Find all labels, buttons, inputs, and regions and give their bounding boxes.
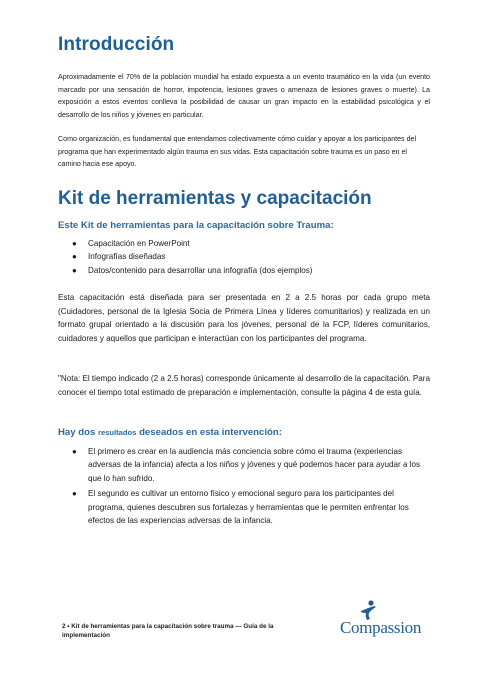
kit-paragraph-duration: Esta capacitación está diseñada para ser presentada en 2 a 2.5 horas por cada grupo meta (Cuidadores, personal de la Iglesia Socia de Primera Línea y líderes comunitarios) y realizada en un formato grupal orientado a la discusión para los jóvenes, personal de la FCP, líderes comunitarios, cuidadores y aquellos que participan e interactúan con los participantes del programa. xyxy=(58,293,430,343)
results-subheading: Hay dos resultados deseados en esta intervención: xyxy=(58,427,282,438)
intro-heading: Introducción xyxy=(58,34,175,55)
bullet-icon: ● xyxy=(72,252,77,262)
list-item: ● El segundo es cultivar un entorno físico y emocional seguro para los participantes del programa, quienes descubren sus fortalezas y herramientas que le permiten enfrentar los efectos de las experiencias adversas de la infancia. xyxy=(72,489,409,526)
bullet-icon: ● xyxy=(72,447,77,456)
footer-page-label: 2 • Kit de herramientas para la capacitación sobre trauma — Guía de la implementación xyxy=(62,623,274,639)
kit-heading: Kit de herramientas y capacitación xyxy=(58,188,372,209)
bullet-icon: ● xyxy=(72,265,77,275)
kit-paragraph-note: "Nota: El tiempo indicado (2 a 2.5 horas) corresponde únicamente al desarrollo de la capacitación. Para conocer el tiempo total estimado de preparación e implementación, consulte la página 4 de esta guía. xyxy=(58,374,430,397)
list-item: ● Datos/contenido para desarrollar una infografía (dos ejemplos) xyxy=(58,264,430,277)
list-item: ● Capacitación en PowerPoint xyxy=(58,237,430,250)
compassion-logo xyxy=(340,597,440,643)
list-item: ● El primero es crear en la audiencia más conciencia sobre cómo el trauma (experiencias adversas de la infancia) afecta a los niños y jóvenes y qué podemos hacer para ayudar a los que lo han sufrido. xyxy=(72,447,421,483)
intro-paragraph-2: Como organización, es fundamental que entendamos colectivamente cómo cuidar y apoyar a los participantes del programa que han experimentado algún trauma en sus vidas. Esta capacitación sobre trauma es un paso en el camino hacia ese apoyo. xyxy=(58,135,417,169)
bullet-icon: ● xyxy=(72,239,77,248)
intro-paragraph-1: Aproximadamente el 70% de la población mundial ha estado expuesta a un evento traumático en la vida (un evento marcado por una sensación de horror, impotencia, lesiones graves o amenaza de lesiones graves o muerte). La exposición a estos eventos conlleva la posibilidad de causar un gran impacto en la estabilidad psicológica y el desarrollo de los niños y jóvenes en particular. xyxy=(58,73,430,119)
bullet-icon: ● xyxy=(72,489,77,499)
kit-items-list xyxy=(58,237,430,277)
list-item: ● Infografías diseñadas xyxy=(58,250,430,263)
results-list xyxy=(58,445,430,529)
logo-wordmark: Compassion xyxy=(340,618,422,637)
kit-subheading: Este Kit de herramientas para la capacitación sobre Trauma: xyxy=(58,220,334,231)
